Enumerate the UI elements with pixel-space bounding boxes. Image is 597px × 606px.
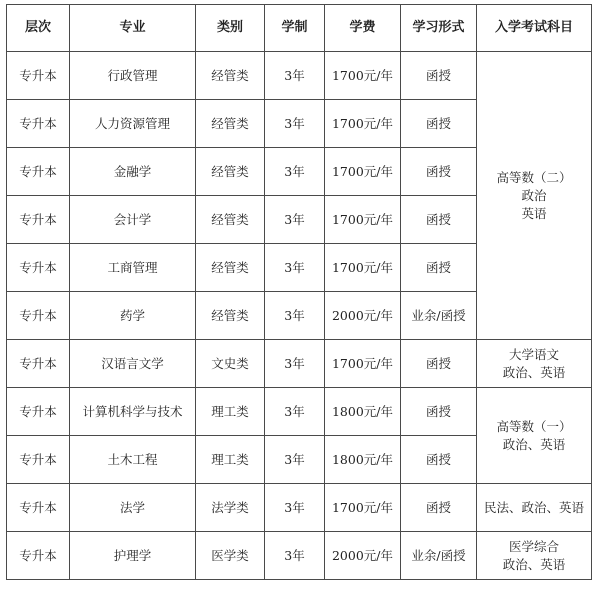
table-row	[7, 340, 592, 388]
cell-level: 专升本	[7, 388, 70, 436]
cell-mode: 业余/函授	[401, 532, 477, 580]
cell-major: 土木工程	[70, 436, 196, 484]
cell-fee: 1700元/年	[325, 196, 401, 244]
cell-level: 专升本	[7, 52, 70, 100]
cell-level: 专升本	[7, 484, 70, 532]
exam-line: 英语	[521, 205, 547, 221]
cell-duration: 3年	[265, 244, 325, 292]
cell-category: 经管类	[196, 148, 265, 196]
cell-level: 专升本	[7, 148, 70, 196]
cell-duration: 3年	[265, 484, 325, 532]
cell-category: 经管类	[196, 196, 265, 244]
cell-major: 人力资源管理	[70, 100, 196, 148]
header-row	[7, 5, 592, 52]
cell-duration: 3年	[265, 196, 325, 244]
cell-level: 专升本	[7, 340, 70, 388]
cell-mode: 业余/函授	[401, 292, 477, 340]
cell-mode: 函授	[401, 484, 477, 532]
cell-mode: 函授	[401, 100, 477, 148]
cell-exam-subjects	[477, 532, 592, 580]
cell-mode: 函授	[401, 196, 477, 244]
cell-level: 专升本	[7, 196, 70, 244]
exam-line: 大学语文	[508, 346, 559, 362]
cell-category: 医学类	[196, 532, 265, 580]
cell-mode: 函授	[401, 388, 477, 436]
cell-level: 专升本	[7, 292, 70, 340]
header-category: 类别	[196, 5, 265, 52]
cell-fee: 1700元/年	[325, 148, 401, 196]
exam-line: 政治、英语	[502, 364, 566, 380]
cell-duration: 3年	[265, 292, 325, 340]
cell-major: 行政管理	[70, 52, 196, 100]
cell-duration: 3年	[265, 340, 325, 388]
admission-table	[6, 4, 592, 580]
header-exam-subjects: 入学考试科目	[477, 5, 592, 52]
cell-mode: 函授	[401, 340, 477, 388]
cell-major: 计算机科学与技术	[70, 388, 196, 436]
cell-category: 经管类	[196, 292, 265, 340]
cell-fee: 1700元/年	[325, 484, 401, 532]
cell-fee: 1700元/年	[325, 52, 401, 100]
exam-line: 政治、英语	[502, 436, 566, 452]
cell-major: 金融学	[70, 148, 196, 196]
cell-major: 汉语言文学	[70, 340, 196, 388]
header-duration: 学制	[265, 5, 325, 52]
cell-major: 药学	[70, 292, 196, 340]
cell-major: 工商管理	[70, 244, 196, 292]
cell-category: 法学类	[196, 484, 265, 532]
exam-line: 医学综合	[508, 538, 559, 554]
cell-major: 护理学	[70, 532, 196, 580]
header-fee: 学费	[325, 5, 401, 52]
table-row	[7, 484, 592, 532]
cell-mode: 函授	[401, 244, 477, 292]
cell-mode: 函授	[401, 52, 477, 100]
cell-fee: 1700元/年	[325, 100, 401, 148]
table-row	[7, 532, 592, 580]
cell-fee: 1700元/年	[325, 244, 401, 292]
header-mode: 学习形式	[401, 5, 477, 52]
cell-level: 专升本	[7, 436, 70, 484]
cell-category: 文史类	[196, 340, 265, 388]
cell-fee: 1700元/年	[325, 340, 401, 388]
header-major: 专业	[70, 5, 196, 52]
cell-fee: 1800元/年	[325, 388, 401, 436]
cell-category: 经管类	[196, 244, 265, 292]
cell-exam-subjects	[477, 388, 592, 484]
cell-fee: 2000元/年	[325, 532, 401, 580]
cell-mode: 函授	[401, 436, 477, 484]
exam-line: 高等数（二）	[496, 169, 572, 185]
cell-exam-subjects	[477, 52, 592, 340]
cell-duration: 3年	[265, 148, 325, 196]
cell-mode: 函授	[401, 148, 477, 196]
cell-fee: 1800元/年	[325, 436, 401, 484]
cell-level: 专升本	[7, 244, 70, 292]
cell-category: 理工类	[196, 388, 265, 436]
cell-fee: 2000元/年	[325, 292, 401, 340]
cell-exam-subjects	[477, 340, 592, 388]
exam-line: 民法、政治、英语	[483, 499, 584, 515]
cell-major: 会计学	[70, 196, 196, 244]
cell-duration: 3年	[265, 388, 325, 436]
header-level: 层次	[7, 5, 70, 52]
exam-line: 政治	[521, 187, 547, 203]
table-row	[7, 388, 592, 436]
cell-level: 专升本	[7, 100, 70, 148]
cell-level: 专升本	[7, 532, 70, 580]
exam-line: 政治、英语	[502, 556, 566, 572]
cell-category: 理工类	[196, 436, 265, 484]
cell-duration: 3年	[265, 52, 325, 100]
cell-duration: 3年	[265, 100, 325, 148]
cell-duration: 3年	[265, 532, 325, 580]
cell-exam-subjects	[477, 484, 592, 532]
cell-category: 经管类	[196, 100, 265, 148]
cell-major: 法学	[70, 484, 196, 532]
cell-category: 经管类	[196, 52, 265, 100]
table-row	[7, 52, 592, 100]
cell-duration: 3年	[265, 436, 325, 484]
exam-line: 高等数（一）	[496, 418, 572, 434]
